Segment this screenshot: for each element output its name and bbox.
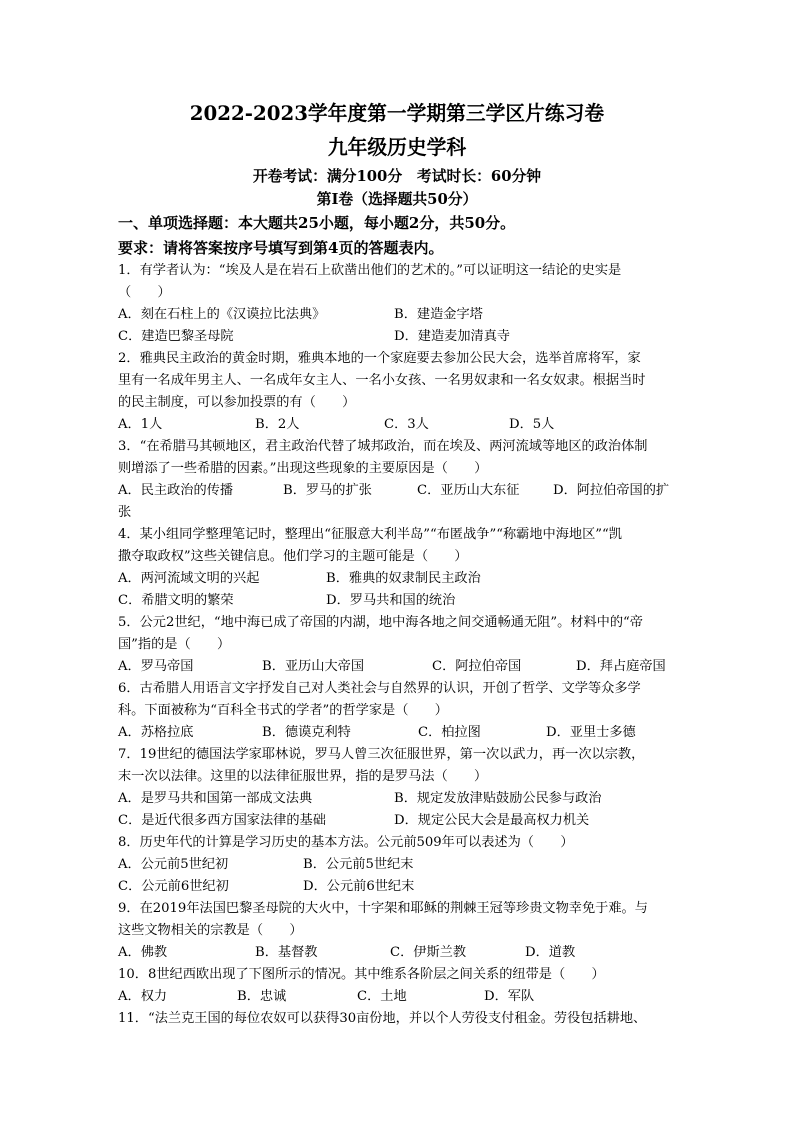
question-4-option-a: A．两河流域文明的兴起 [118, 571, 260, 586]
question-6-option-a: A．苏格拉底 [118, 725, 194, 740]
question-6-line-1: 6．古希腊人用语言文字抒发自己对人类社会与自然界的认识，开创了哲学、文学等众多学 [118, 681, 641, 696]
question-4-option-b: B．雅典的奴隶制民主政治 [326, 571, 481, 586]
question-4-option-c: C．希腊文明的繁荣 [118, 593, 234, 608]
question-7-line-1: 7．19世纪的德国法学家耶林说，罗马人曾三次征服世界，第一次以武力，再一次以宗教， [118, 747, 645, 762]
question-1-line-2: （ ） [118, 285, 171, 300]
question-10-option-a: A．权力 [118, 989, 168, 1004]
question-1-line-1: 1．有学者认为：“埃及人是在岩石上砍凿出他们的艺术的。”可以证明这一结论的史实是 [118, 263, 622, 278]
subject-title: 九年级历史学科 [327, 135, 467, 159]
question-3-option-c: C．亚历山大东征 [417, 483, 520, 498]
question-7-option-a: A．是罗马共和国第一部成文法典 [118, 791, 313, 806]
question-5-option-b: B．亚历山大帝国 [262, 659, 365, 674]
question-8-option-a: A．公元前5世纪初 [118, 857, 229, 872]
question-8-line-1: 8．历史年代的计算是学习历史的基本方法。公元前509年可以表述为（ ） [118, 835, 574, 850]
question-1-option-c: C．建造巴黎圣母院 [118, 329, 234, 344]
question-3-option-d: D．阿拉伯帝国的扩 [553, 483, 670, 498]
question-9-line-2: 这些文物相关的宗教是（ ） [118, 923, 303, 938]
question-8-option-b: B．公元前5世纪末 [303, 857, 414, 872]
question-10-option-c: C．土地 [357, 989, 407, 1004]
question-5-line-1: 5．公元2世纪，“地中海已成了帝国的内湖，地中海各地之间交通畅通无阻”。材料中的“帝 [118, 615, 643, 630]
question-2-option-d: D．5人 [509, 417, 555, 432]
question-6-option-c: C．柏拉图 [418, 725, 481, 740]
question-9-option-b: B．基督教 [255, 945, 318, 960]
question-3-option-a: A．民主政治的传播 [118, 483, 234, 498]
question-8-option-c: C．公元前6世纪初 [118, 879, 229, 894]
question-7-line-2: 末一次以法律。这里的以法律征服世界，指的是罗马法（ ） [118, 769, 488, 784]
question-9-option-a: A．佛教 [118, 945, 168, 960]
question-2-option-a: A．1人 [118, 417, 163, 432]
question-5-option-d: D．拜占庭帝国 [576, 659, 666, 674]
section-heading: 一、单项选择题：本大题共25小题，每小题2分，共50分。 [118, 214, 516, 232]
question-10-option-b: B．忠诚 [237, 989, 287, 1004]
question-9-option-c: C．伊斯兰教 [390, 945, 467, 960]
question-5-option-c: C．阿拉伯帝国 [432, 659, 522, 674]
question-3-option-d-wrap: 张 [118, 505, 132, 520]
question-5-line-2: 国”指的是（ ） [118, 637, 231, 652]
question-6-line-2: 科。下面被称为“百科全书式的学者”的哲学家是（ ） [118, 703, 448, 718]
question-2-line-1: 2．雅典民主政治的黄金时期，雅典本地的一个家庭要去参加公民大会，选举首席将军，家 [118, 351, 641, 366]
question-2-line-3: 的民主制度，可以参加投票的有（ ） [118, 395, 356, 410]
exam-title: 2022-2023学年度第一学期第三学区片练习卷 [189, 101, 605, 125]
question-2-option-b: B．2人 [255, 417, 300, 432]
question-7-option-d: D．规定公民大会是最高权力机关 [394, 813, 590, 828]
question-11-line-1: 11．“法兰克王国的每位农奴可以获得30亩份地，并以个人劳役支付租金。劳役包括耕地、 [118, 1011, 647, 1026]
question-4-line-1: 4．某小组同学整理笔记时，整理出“征服意大利半岛”“布匿战争”“称霸地中海地区”“凯 [118, 527, 622, 542]
question-3-option-b: B．罗马的扩张 [283, 483, 372, 498]
question-9-option-d: D．道教 [525, 945, 576, 960]
question-1-option-a: A．刻在石柱上的《汉谟拉比法典》 [118, 307, 326, 322]
question-10-line-1: 10．8世纪西欧出现了下图所示的情况。其中维系各阶层之间关系的纽带是（ ） [118, 967, 605, 982]
question-7-option-c: C．是近代很多西方国家法律的基础 [118, 813, 326, 828]
question-1-option-b: B．建造金字塔 [394, 307, 483, 322]
question-2-line-2: 里有一名成年男主人、一名成年女主人、一名小女孩、一名男奴隶和一名女奴隶。根据当时 [118, 373, 646, 388]
part-heading: 第Ⅰ卷（选择题共50分） [316, 191, 478, 208]
question-7-option-b: B．规定发放津贴鼓励公民参与政治 [394, 791, 602, 806]
exam-info: 开卷考试：满分100分 考试时长：60分钟 [252, 168, 542, 185]
question-10-option-d: D．军队 [484, 989, 535, 1004]
question-1-option-d: D．建造麦加清真寺 [394, 329, 511, 344]
question-4-line-2: 撒夺取政权”这些关键信息。他们学习的主题可能是（ ） [118, 549, 468, 564]
question-3-line-1: 3．“在希腊马其顿地区，君主政治代替了城邦政治，而在埃及、两河流域等地区的政治体制 [118, 439, 648, 454]
question-2-option-c: C．3人 [384, 417, 429, 432]
question-6-option-d: D．亚里士多德 [546, 725, 636, 740]
section-requirement: 要求：请将答案按序号填写到第4页的答题表内。 [118, 239, 444, 257]
question-8-option-d: D．公元前6世纪末 [303, 879, 415, 894]
question-9-line-1: 9．在2019年法国巴黎圣母院的大火中，十字架和耶稣的荆棘王冠等珍贵文物幸免于难。与 [118, 901, 648, 916]
question-3-line-2: 则增添了一些希腊的因素。”出现这些现象的主要原因是（ ） [118, 461, 488, 476]
question-4-option-d: D．罗马共和国的统治 [326, 593, 456, 608]
question-5-option-a: A．罗马帝国 [118, 659, 194, 674]
question-6-option-b: B．德谟克利特 [262, 725, 351, 740]
